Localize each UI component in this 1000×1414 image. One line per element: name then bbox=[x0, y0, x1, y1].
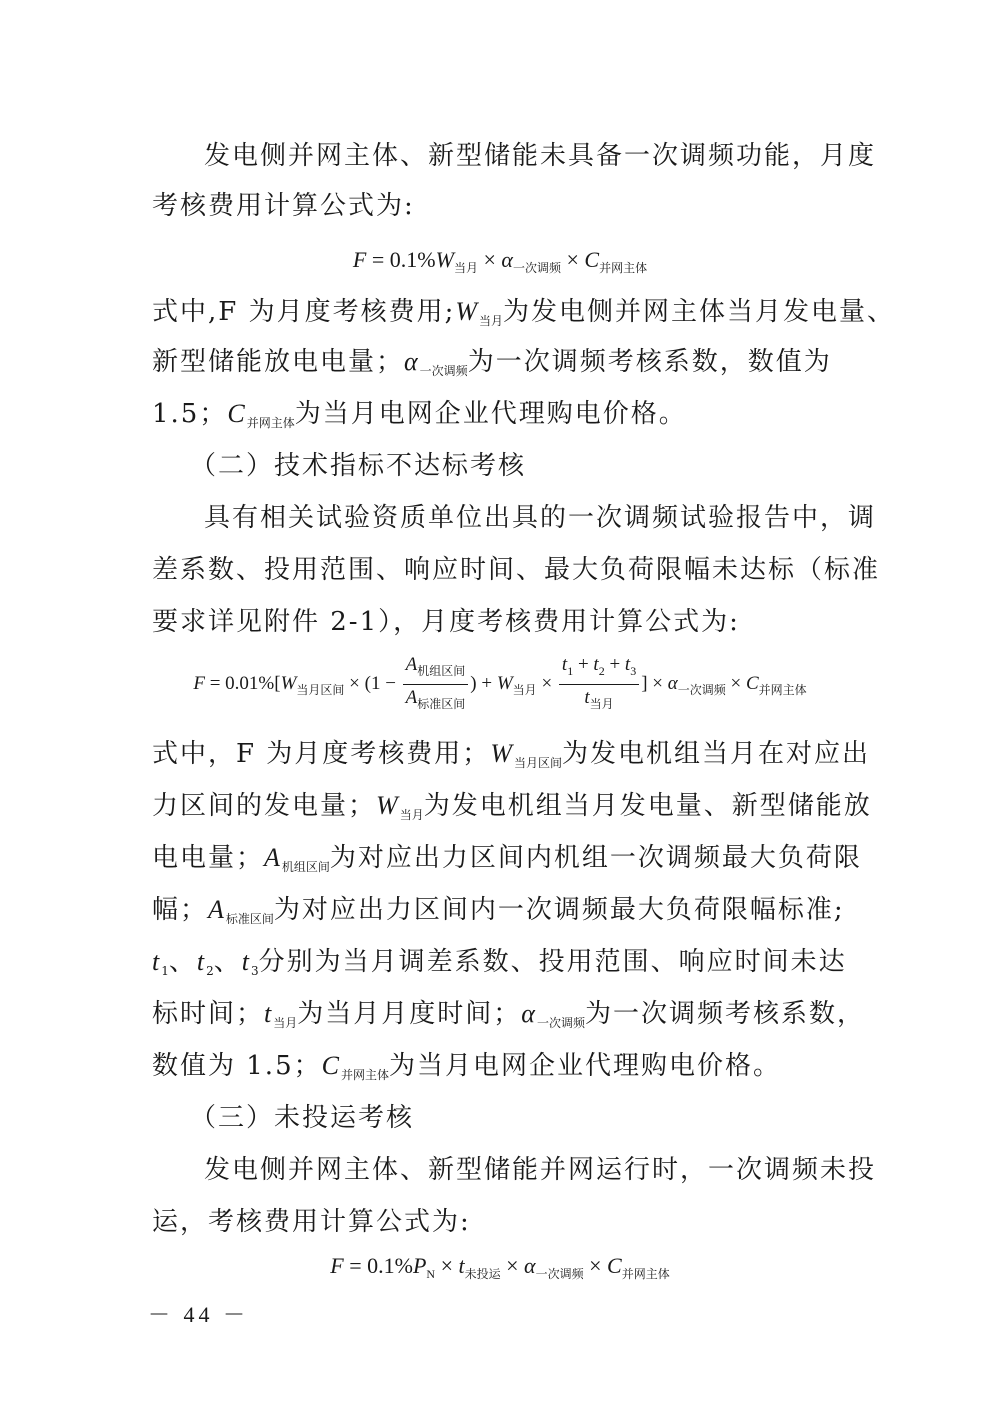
math-symbol: C bbox=[607, 1253, 622, 1278]
math-symbol: A bbox=[208, 895, 226, 924]
text-span: 力区间的发电量； bbox=[152, 791, 377, 821]
math-symbol: W bbox=[490, 739, 514, 768]
math-symbol: t bbox=[196, 947, 207, 976]
text-span: 式中,F 为月度考核费用; bbox=[152, 297, 456, 327]
math-symbol: + bbox=[604, 654, 625, 675]
math-subscript: 当月 bbox=[399, 808, 424, 822]
paragraph-line bbox=[152, 838, 862, 887]
text-span: 、 bbox=[168, 947, 197, 977]
math-subscript: 一次调频 bbox=[536, 1016, 585, 1030]
math-subscript: 一次调频 bbox=[535, 1267, 584, 1281]
math-symbol: t bbox=[458, 1253, 465, 1278]
math-symbol: C bbox=[584, 247, 600, 272]
math-subscript: 1 bbox=[161, 964, 169, 978]
math-symbol: ) bbox=[470, 672, 477, 694]
math-symbol: t bbox=[264, 999, 274, 1028]
math-symbol: W bbox=[376, 791, 400, 820]
math-symbol: × bbox=[647, 672, 668, 694]
math-subscript: 标准区间 bbox=[417, 697, 466, 711]
paragraph-line: 发电侧并网主体、新型储能并网运行时，一次调频未投 bbox=[204, 1155, 877, 1185]
paragraph-line bbox=[152, 292, 896, 341]
math-symbol: 0.01% bbox=[225, 672, 275, 694]
math-subscript: 并网主体 bbox=[758, 682, 807, 697]
math-subscript: 一次调频 bbox=[419, 364, 468, 378]
text-span: 式中，F 为月度考核费用； bbox=[152, 739, 491, 769]
math-subscript: 当月区间 bbox=[296, 682, 345, 697]
paragraph-line bbox=[152, 942, 852, 991]
math-symbol: A bbox=[405, 687, 418, 708]
fraction-a bbox=[403, 652, 469, 717]
text-span: 为发电机组当月发电量、新型储能放 bbox=[423, 791, 872, 821]
math-symbol: t bbox=[584, 687, 590, 708]
math-symbol: W bbox=[280, 672, 297, 694]
math-subscript: 1 bbox=[567, 664, 574, 678]
math-symbol: F bbox=[352, 247, 367, 272]
text-span: 幅； bbox=[152, 895, 209, 925]
paragraph-line: 具有相关试验资质单位出具的一次调频试验报告中，调 bbox=[204, 503, 877, 533]
paragraph-line bbox=[152, 890, 852, 939]
fraction-t bbox=[559, 652, 639, 717]
math-symbol: × bbox=[500, 1253, 525, 1278]
paragraph-line: 考核费用计算公式为: bbox=[152, 191, 415, 221]
math-subscript: 2 bbox=[206, 964, 214, 978]
text-span: 为一次调频考核系数，数值为 bbox=[467, 347, 832, 377]
math-symbol: α bbox=[501, 247, 513, 272]
math-subscript: 并网主体 bbox=[340, 1068, 389, 1082]
math-symbol: W bbox=[435, 247, 454, 272]
section-heading: （二）技术指标不达标考核 bbox=[190, 451, 527, 481]
math-symbol: × bbox=[477, 247, 502, 272]
math-symbol: W bbox=[496, 672, 513, 694]
text-span: 分别为当月调差系数、投用范围、响应时间未达 bbox=[258, 947, 847, 977]
math-symbol: t bbox=[593, 654, 599, 675]
text-span: 1.5； bbox=[152, 399, 228, 429]
math-subscript: 3 bbox=[251, 964, 259, 978]
math-symbol: A bbox=[405, 654, 418, 675]
formula-3 bbox=[0, 1246, 1000, 1294]
math-symbol: C bbox=[227, 399, 247, 428]
math-subscript: 标准区间 bbox=[225, 912, 274, 926]
math-subscript: N bbox=[426, 1267, 436, 1281]
math-symbol: × bbox=[344, 672, 365, 694]
math-symbol: F bbox=[330, 1253, 344, 1278]
paragraph-line bbox=[152, 786, 872, 835]
math-subscript: 并网主体 bbox=[621, 1267, 670, 1281]
paragraph-line: 发电侧并网主体、新型储能未具备一次调频功能，月度 bbox=[204, 141, 877, 171]
math-symbol: α bbox=[404, 347, 420, 376]
text-span: 为一次调频考核系数， bbox=[584, 999, 865, 1029]
text-span: 为发电侧并网主体当月发电量、 bbox=[503, 297, 896, 327]
text-span: 为对应出力区间内一次调频最大负荷限幅标准; bbox=[273, 895, 845, 925]
math-symbol: A bbox=[264, 843, 282, 872]
text-span: 标时间； bbox=[152, 999, 265, 1029]
math-symbol: 0.1% bbox=[367, 1253, 413, 1278]
paragraph-line bbox=[152, 1046, 852, 1095]
math-subscript: 未投运 bbox=[464, 1267, 501, 1281]
math-symbol: + bbox=[476, 672, 497, 694]
math-subscript: 当月 bbox=[479, 314, 504, 328]
math-symbol: α bbox=[667, 672, 678, 694]
math-symbol: W bbox=[455, 297, 480, 326]
math-subscript: 并网主体 bbox=[246, 416, 295, 430]
math-subscript: 一次调频 bbox=[512, 261, 561, 275]
paragraph-line: 运，考核费用计算公式为: bbox=[152, 1207, 471, 1237]
text-span: 电电量； bbox=[152, 843, 265, 873]
math-subscript: 当月区间 bbox=[513, 756, 562, 770]
math-subscript: 机组区间 bbox=[281, 860, 330, 874]
math-symbol: = bbox=[343, 1253, 368, 1278]
section-heading: （三）未投运考核 bbox=[190, 1103, 415, 1133]
math-subscript: 当月 bbox=[589, 697, 614, 711]
paragraph-line bbox=[152, 342, 852, 391]
math-subscript: 一次调频 bbox=[677, 682, 726, 697]
text-span: 为当月电网企业代理购电价格。 bbox=[388, 1051, 781, 1081]
math-symbol: × bbox=[560, 247, 585, 272]
math-symbol: × bbox=[725, 672, 746, 694]
math-symbol: α bbox=[521, 999, 537, 1028]
text-span: 数值为 1.5； bbox=[152, 1051, 322, 1081]
math-symbol: α bbox=[524, 1253, 536, 1278]
math-symbol: t bbox=[624, 654, 631, 675]
math-subscript: 并网主体 bbox=[599, 261, 648, 275]
text-span: 为发电机组当月在对应出 bbox=[562, 739, 871, 769]
text-span: 新型储能放电电量； bbox=[152, 347, 405, 377]
math-symbol: C bbox=[745, 672, 759, 694]
math-symbol: + bbox=[573, 654, 594, 675]
math-subscript: 3 bbox=[630, 664, 637, 678]
math-symbol: t bbox=[561, 654, 568, 675]
paragraph-line bbox=[152, 394, 852, 443]
text-span: 、 bbox=[213, 947, 242, 977]
formula-2 bbox=[0, 652, 1000, 717]
math-symbol: t bbox=[152, 947, 162, 976]
text-span: 为当月电网企业代理购电价格。 bbox=[294, 399, 687, 429]
math-symbol: ] bbox=[641, 672, 648, 694]
math-symbol: = bbox=[204, 672, 226, 694]
math-symbol: [ bbox=[274, 672, 281, 694]
paragraph-line: 要求详见附件 2-1），月度考核费用计算公式为: bbox=[152, 607, 740, 637]
math-subscript: 当月 bbox=[273, 1016, 298, 1030]
math-symbol: = bbox=[366, 247, 390, 272]
text-span: 为对应出力区间内机组一次调频最大负荷限 bbox=[329, 843, 862, 873]
math-subscript: 机组区间 bbox=[417, 664, 466, 678]
math-symbol: × bbox=[435, 1253, 459, 1278]
math-symbol: (1 − bbox=[364, 672, 401, 694]
math-symbol: 0.1% bbox=[389, 247, 436, 272]
formula-1 bbox=[0, 240, 1000, 288]
paragraph-line bbox=[152, 994, 865, 1043]
paragraph-line: 差系数、投用范围、响应时间、最大负荷限幅未达标（标准 bbox=[152, 555, 881, 585]
paragraph-line bbox=[152, 734, 871, 783]
math-symbol: P bbox=[412, 1253, 427, 1278]
math-symbol: F bbox=[193, 672, 205, 694]
math-symbol: × bbox=[536, 672, 557, 694]
text-span: 为当月月度时间； bbox=[297, 999, 522, 1029]
math-symbol: C bbox=[321, 1051, 341, 1080]
math-subscript: 2 bbox=[598, 664, 605, 678]
math-symbol: t bbox=[241, 947, 252, 976]
math-subscript: 当月 bbox=[453, 261, 478, 275]
math-symbol: × bbox=[583, 1253, 608, 1278]
math-subscript: 当月 bbox=[512, 682, 537, 697]
page-number: － 44 － bbox=[148, 1302, 250, 1327]
